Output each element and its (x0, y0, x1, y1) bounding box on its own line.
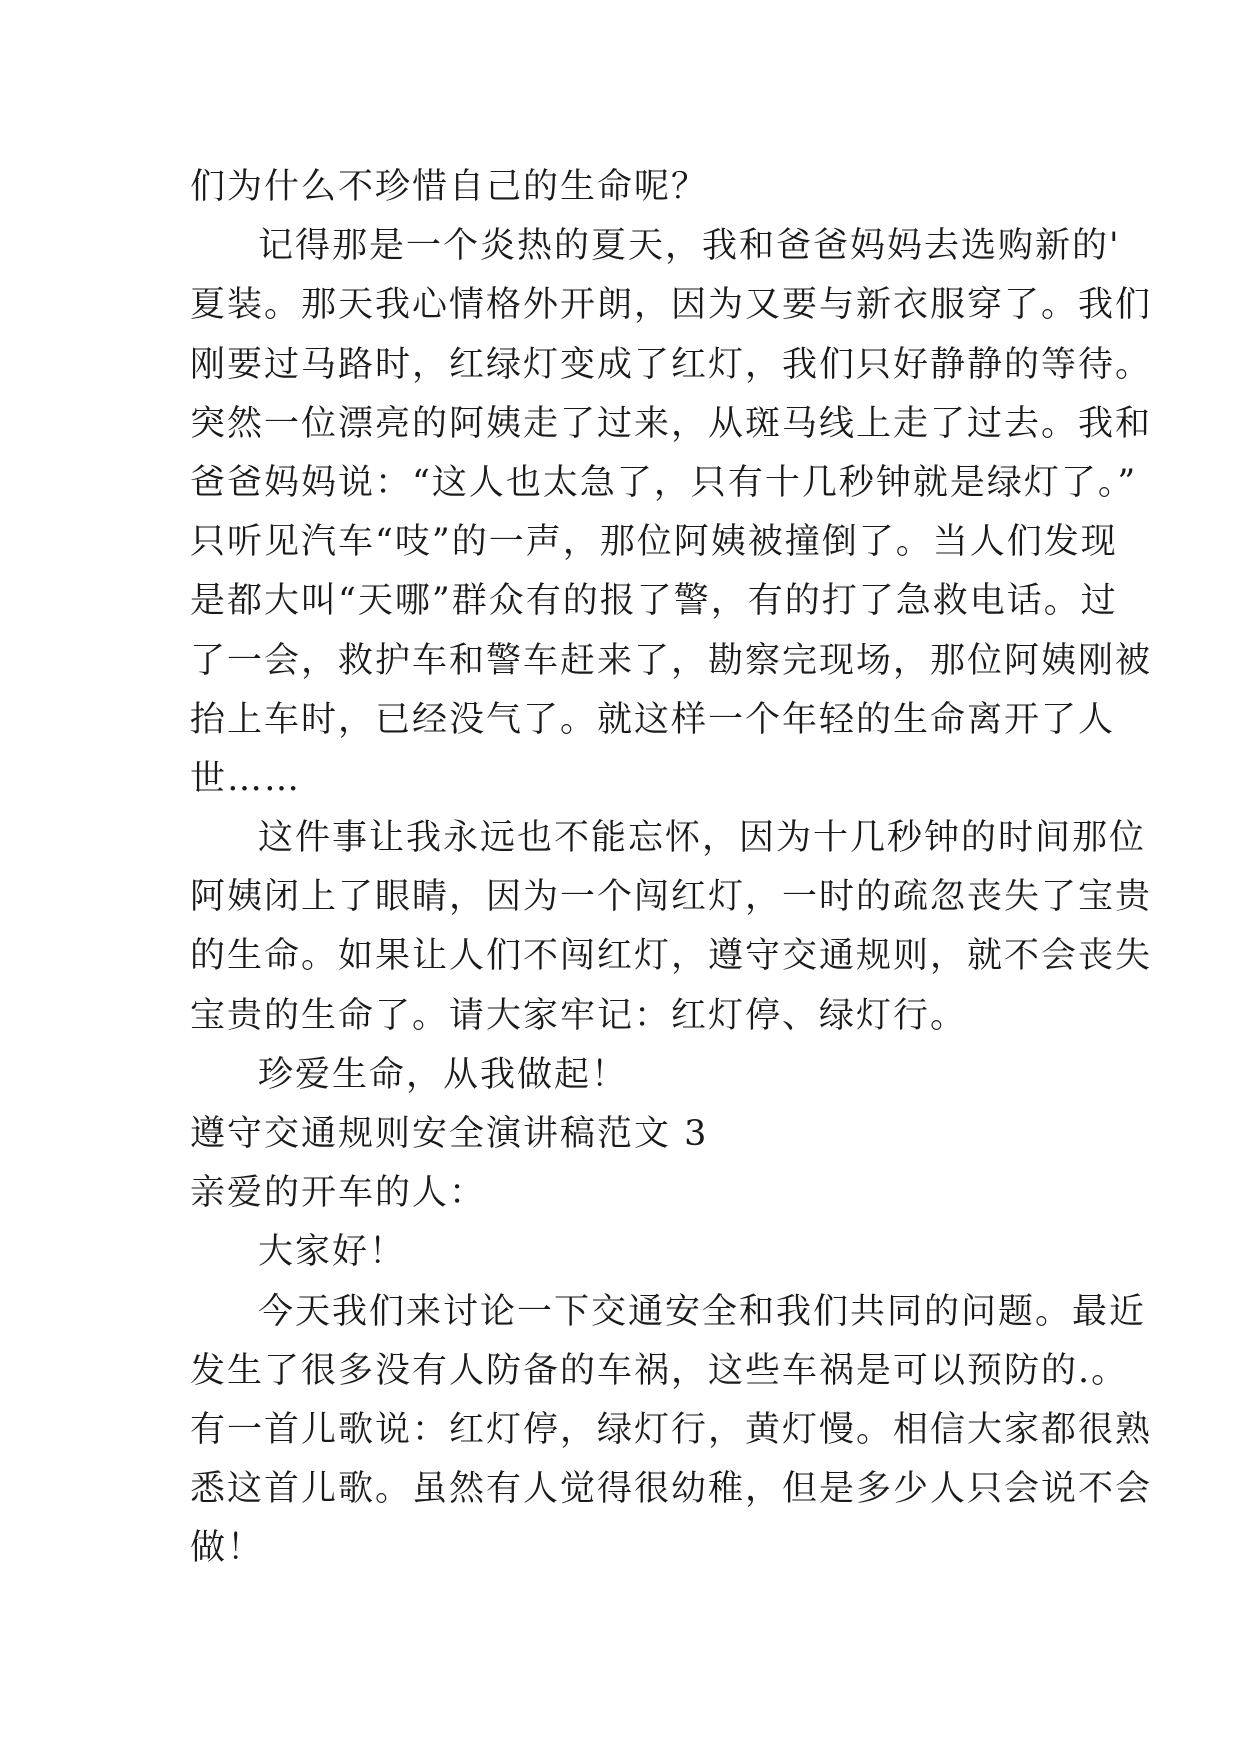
text-line: 夏装。那天我心情格外开朗，因为又要与新衣服穿了。我们 (190, 285, 1153, 326)
text-line: 们为什么不珍惜自己的生命呢？ (190, 167, 709, 207)
text-line: 刚要过马路时，红绿灯变成了红灯，我们只好静静的等待。 (190, 344, 1153, 385)
text-line: 宝贵的生命了。请大家牢记：红灯停、绿灯行。 (190, 995, 968, 1036)
text-line: 的生命。如果让人们不闯红灯，遵守交通规则，就不会丧失 (190, 936, 1153, 977)
document-body (190, 158, 1153, 1579)
text-line: 突然一位漂亮的阿姨走了过来，从斑马线上走了过去。我和 (190, 403, 1153, 444)
paragraph-start-line: 今天我们来讨论一下交通安全和我们共同的问题。最近 (258, 1291, 1147, 1332)
text-line: 爸爸妈妈说：“这人也太急了，只有十几秒钟就是绿灯了。” (190, 462, 1138, 503)
section-heading: 遵守交通规则安全演讲稿范文 3 (190, 1114, 709, 1154)
text-line: 只听见汽车“吱”的一声，那位阿姨被撞倒了。当人们发现 (190, 522, 1118, 563)
text-line: 做！ (190, 1528, 265, 1569)
text-line: 了一会，救护车和警车赶来了，勘察完现场，那位阿姨刚被 (190, 640, 1153, 681)
text-line: 有一首儿歌说：红灯停，绿灯行，黄灯慢。相信大家都很熟 (190, 1409, 1153, 1450)
text-line: 发生了很多没有人防备的车祸，这些车祸是可以预防的.。 (190, 1350, 1129, 1391)
paragraph-start-line: 这件事让我永远也不能忘怀，因为十几秒钟的时间那位 (258, 818, 1147, 859)
text-line: 悉这首儿歌。虽然有人觉得很幼稚，但是多少人只会说不会 (190, 1469, 1153, 1510)
text-line: 世…… (190, 758, 302, 799)
text-line: 是都大叫“天哪”群众有的报了警，有的打了急救电话。过 (190, 581, 1118, 622)
greeting-line: 大家好！ (258, 1232, 407, 1273)
salutation-line: 亲爱的开车的人： (190, 1173, 487, 1214)
paragraph-start-line: 记得那是一个炎热的夏天，我和爸爸妈妈去选购新的' (258, 226, 1121, 267)
paragraph-start-line: 珍爱生命，从我做起！ (258, 1054, 629, 1095)
text-line: 阿姨闭上了眼睛，因为一个闯红灯，一时的疏忽丧失了宝贵 (190, 877, 1153, 918)
text-line: 抬上车时，已经没气了。就这样一个年轻的生命离开了人 (190, 699, 1116, 740)
